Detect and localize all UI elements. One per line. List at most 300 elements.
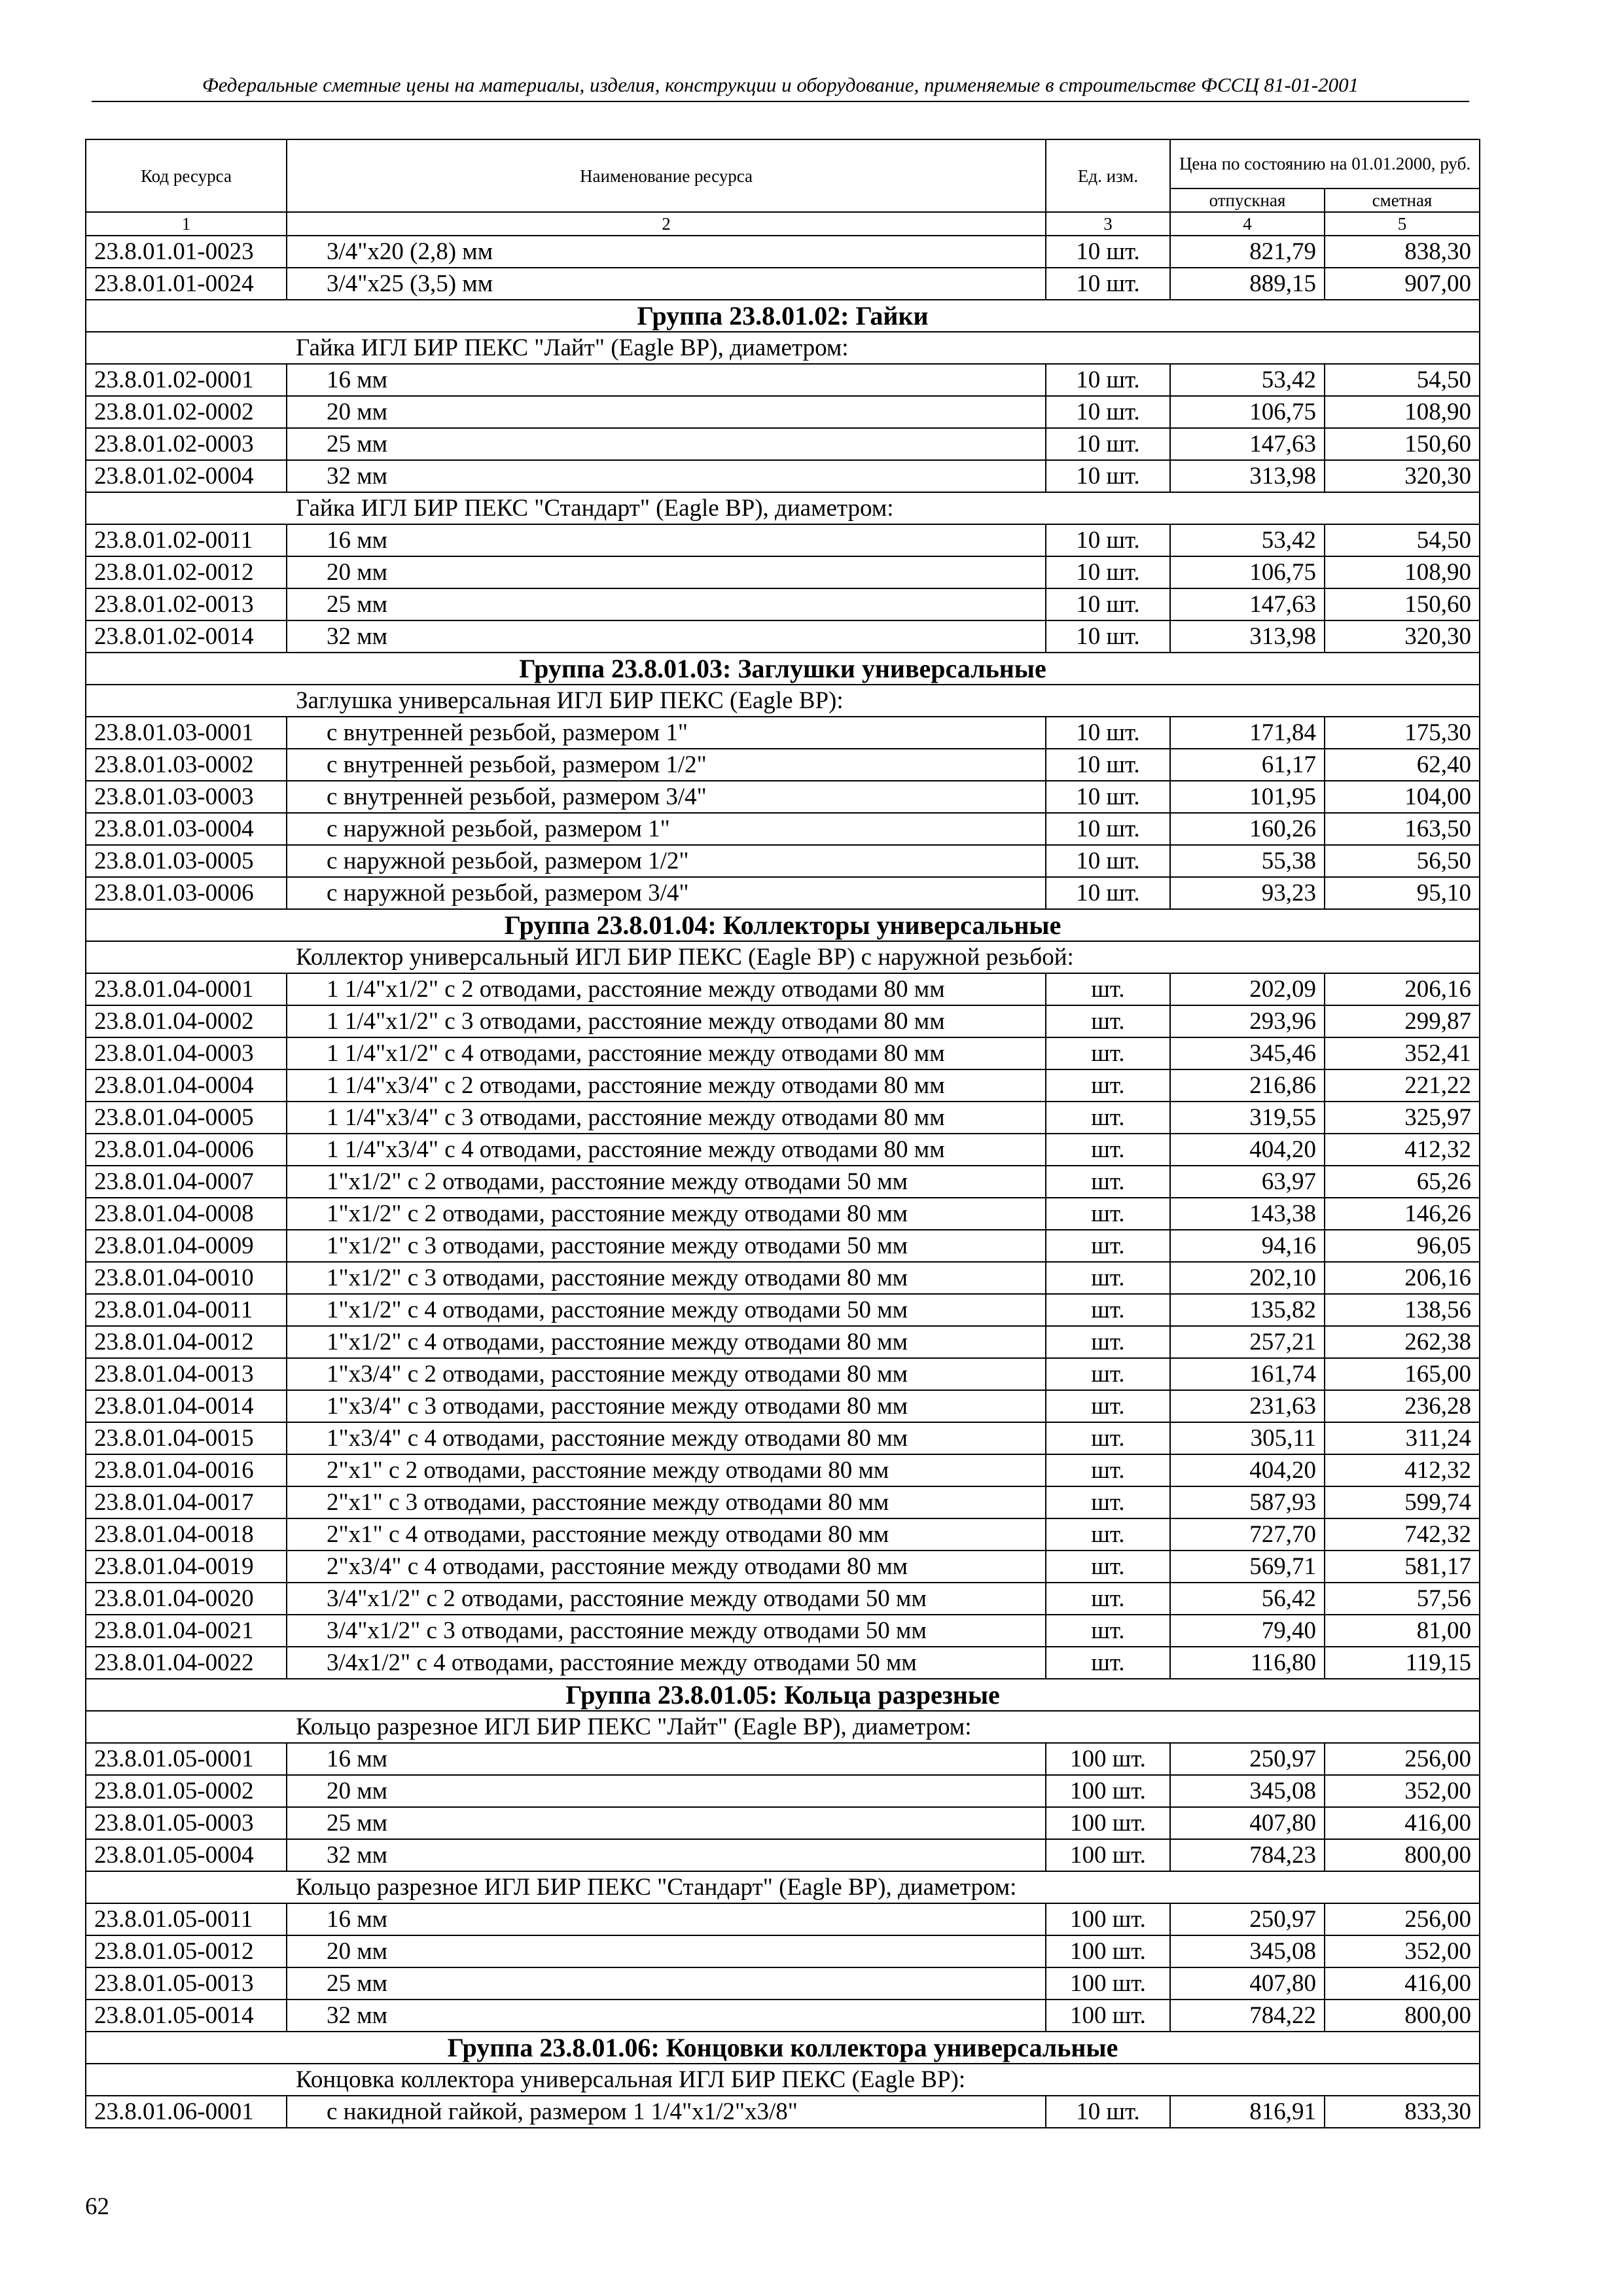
table-row — [86, 1615, 1480, 1647]
col-header-name: Наименование ресурса — [287, 139, 1046, 212]
resource-name: 20 мм — [287, 1775, 1046, 1807]
table-row — [86, 1903, 1480, 1935]
col-num-2: 2 — [287, 212, 1046, 236]
table-row — [86, 1839, 1480, 1871]
unit-of-measure: 10 шт. — [1046, 781, 1170, 813]
table-row — [86, 1422, 1480, 1454]
subgroup-row — [86, 1711, 1480, 1743]
table-row — [86, 2096, 1480, 2128]
release-price: 404,20 — [1170, 1454, 1325, 1486]
resource-name: 1 1/4"x3/4" с 3 отводами, расстояние между отводами 80 мм — [287, 1102, 1046, 1134]
table-row — [86, 1166, 1480, 1198]
estimate-price: 416,00 — [1325, 1807, 1480, 1839]
table-row — [86, 1390, 1480, 1422]
resource-code: 23.8.01.05-0012 — [86, 1935, 287, 1967]
release-price: 345,46 — [1170, 1037, 1325, 1069]
table-row — [86, 524, 1480, 556]
release-price: 106,75 — [1170, 396, 1325, 428]
table-row — [86, 236, 1480, 268]
estimate-price: 256,00 — [1325, 1903, 1480, 1935]
estimate-price: 81,00 — [1325, 1615, 1480, 1647]
estimate-price: 581,17 — [1325, 1551, 1480, 1583]
release-price: 135,82 — [1170, 1294, 1325, 1326]
unit-of-measure: шт. — [1046, 1005, 1170, 1037]
release-price: 202,10 — [1170, 1262, 1325, 1294]
release-price: 816,91 — [1170, 2096, 1325, 2128]
unit-of-measure: 10 шт. — [1046, 877, 1170, 909]
unit-of-measure: шт. — [1046, 1037, 1170, 1069]
resource-name: 1 1/4"x1/2" с 2 отводами, расстояние между отводами 80 мм — [287, 973, 1046, 1005]
subgroup-title: Гайка ИГЛ БИР ПЕКС "Лайт" (Eagle BP), диаметром: — [86, 332, 1480, 364]
resource-code: 23.8.01.02-0013 — [86, 588, 287, 620]
table-row — [86, 396, 1480, 428]
estimate-price: 165,00 — [1325, 1358, 1480, 1390]
table-row — [86, 1262, 1480, 1294]
resource-code: 23.8.01.04-0003 — [86, 1037, 287, 1069]
resource-code: 23.8.01.05-0002 — [86, 1775, 287, 1807]
unit-of-measure: шт. — [1046, 1102, 1170, 1134]
resource-name: 1"x1/2" с 3 отводами, расстояние между отводами 50 мм — [287, 1230, 1046, 1262]
unit-of-measure: шт. — [1046, 1166, 1170, 1198]
resource-name: 2"x1" с 4 отводами, расстояние между отводами 80 мм — [287, 1518, 1046, 1551]
resource-code: 23.8.01.03-0001 — [86, 717, 287, 749]
group-title: Группа 23.8.01.06: Концовки коллектора универсальные — [86, 2032, 1480, 2064]
resource-code: 23.8.01.04-0001 — [86, 973, 287, 1005]
resource-name: 32 мм — [287, 620, 1046, 653]
unit-of-measure: 100 шт. — [1046, 1743, 1170, 1775]
resource-code: 23.8.01.02-0012 — [86, 556, 287, 588]
estimate-price: 262,38 — [1325, 1326, 1480, 1358]
resource-code: 23.8.01.04-0022 — [86, 1647, 287, 1679]
resource-code: 23.8.01.02-0004 — [86, 460, 287, 492]
estimate-price: 416,00 — [1325, 1967, 1480, 2000]
release-price: 147,63 — [1170, 588, 1325, 620]
estimate-price: 108,90 — [1325, 396, 1480, 428]
release-price: 404,20 — [1170, 1134, 1325, 1166]
group-row — [86, 1679, 1480, 1711]
table-row — [86, 781, 1480, 813]
resource-code: 23.8.01.05-0001 — [86, 1743, 287, 1775]
unit-of-measure: 100 шт. — [1046, 1839, 1170, 1871]
resource-name: 25 мм — [287, 428, 1046, 460]
table-row — [86, 620, 1480, 653]
table-row — [86, 1037, 1480, 1069]
table-row — [86, 1069, 1480, 1102]
release-price: 101,95 — [1170, 781, 1325, 813]
col-header-release: отпускная — [1170, 188, 1325, 212]
table-row — [86, 1647, 1480, 1679]
release-price: 319,55 — [1170, 1102, 1325, 1134]
col-header-price: Цена по состоянию на 01.01.2000, руб. — [1170, 139, 1480, 188]
table-row — [86, 1486, 1480, 1518]
resource-name: 1"x1/2" с 2 отводами, расстояние между отводами 50 мм — [287, 1166, 1046, 1198]
unit-of-measure: 10 шт. — [1046, 620, 1170, 653]
unit-of-measure: 10 шт. — [1046, 813, 1170, 845]
resource-name: 2"x1" с 2 отводами, расстояние между отводами 80 мм — [287, 1454, 1046, 1486]
group-row — [86, 2032, 1480, 2064]
unit-of-measure: 100 шт. — [1046, 1967, 1170, 2000]
release-price: 784,23 — [1170, 1839, 1325, 1871]
unit-of-measure: 100 шт. — [1046, 1807, 1170, 1839]
estimate-price: 138,56 — [1325, 1294, 1480, 1326]
unit-of-measure: 10 шт. — [1046, 749, 1170, 781]
unit-of-measure: шт. — [1046, 1262, 1170, 1294]
resource-code: 23.8.01.02-0003 — [86, 428, 287, 460]
estimate-price: 65,26 — [1325, 1166, 1480, 1198]
release-price: 143,38 — [1170, 1198, 1325, 1230]
resource-code: 23.8.01.04-0011 — [86, 1294, 287, 1326]
resource-code: 23.8.01.05-0013 — [86, 1967, 287, 2000]
estimate-price: 206,16 — [1325, 1262, 1480, 1294]
estimate-price: 833,30 — [1325, 2096, 1480, 2128]
estimate-price: 146,26 — [1325, 1198, 1480, 1230]
resource-name: 20 мм — [287, 556, 1046, 588]
estimate-price: 54,50 — [1325, 524, 1480, 556]
release-price: 202,09 — [1170, 973, 1325, 1005]
subgroup-row — [86, 492, 1480, 524]
resource-name: с накидной гайкой, размером 1 1/4"x1/2"x3/8" — [287, 2096, 1046, 2128]
unit-of-measure: 10 шт. — [1046, 396, 1170, 428]
release-price: 94,16 — [1170, 1230, 1325, 1262]
unit-of-measure: шт. — [1046, 1134, 1170, 1166]
release-price: 171,84 — [1170, 717, 1325, 749]
resource-code: 23.8.01.04-0009 — [86, 1230, 287, 1262]
resource-code: 23.8.01.02-0001 — [86, 364, 287, 396]
resource-code: 23.8.01.04-0019 — [86, 1551, 287, 1583]
release-price: 257,21 — [1170, 1326, 1325, 1358]
col-header-code: Код ресурса — [86, 139, 287, 212]
release-price: 345,08 — [1170, 1775, 1325, 1807]
unit-of-measure: шт. — [1046, 973, 1170, 1005]
resource-name: 1"x1/2" с 4 отводами, расстояние между отводами 80 мм — [287, 1326, 1046, 1358]
table-row — [86, 1775, 1480, 1807]
col-header-unit: Ед. изм. — [1046, 139, 1170, 212]
table-row — [86, 813, 1480, 845]
unit-of-measure: 100 шт. — [1046, 1935, 1170, 1967]
release-price: 889,15 — [1170, 268, 1325, 300]
resource-name: 1"x3/4" с 4 отводами, расстояние между отводами 80 мм — [287, 1422, 1046, 1454]
resource-name: 2"x1" с 3 отводами, расстояние между отводами 80 мм — [287, 1486, 1046, 1518]
resource-name: 1 1/4"x1/2" с 3 отводами, расстояние между отводами 80 мм — [287, 1005, 1046, 1037]
table-row — [86, 268, 1480, 300]
table-row — [86, 1198, 1480, 1230]
group-row — [86, 653, 1480, 685]
resource-code: 23.8.01.04-0016 — [86, 1454, 287, 1486]
resource-code: 23.8.01.04-0012 — [86, 1326, 287, 1358]
table-row — [86, 556, 1480, 588]
estimate-price: 299,87 — [1325, 1005, 1480, 1037]
release-price: 93,23 — [1170, 877, 1325, 909]
estimate-price: 57,56 — [1325, 1583, 1480, 1615]
resource-name: 1 1/4"x1/2" с 4 отводами, расстояние между отводами 80 мм — [287, 1037, 1046, 1069]
resource-code: 23.8.01.05-0014 — [86, 2000, 287, 2032]
resource-name: 1"x1/2" с 3 отводами, расстояние между отводами 80 мм — [287, 1262, 1046, 1294]
table-row — [86, 1102, 1480, 1134]
unit-of-measure: шт. — [1046, 1069, 1170, 1102]
table-row — [86, 588, 1480, 620]
resource-name: с внутренней резьбой, размером 3/4" — [287, 781, 1046, 813]
resource-name: 16 мм — [287, 1743, 1046, 1775]
estimate-price: 54,50 — [1325, 364, 1480, 396]
col-num-1: 1 — [86, 212, 287, 236]
table-row — [86, 428, 1480, 460]
table-row — [86, 2000, 1480, 2032]
estimate-price: 56,50 — [1325, 845, 1480, 877]
release-price: 56,42 — [1170, 1583, 1325, 1615]
release-price: 147,63 — [1170, 428, 1325, 460]
unit-of-measure: шт. — [1046, 1390, 1170, 1422]
resource-code: 23.8.01.04-0013 — [86, 1358, 287, 1390]
estimate-price: 352,00 — [1325, 1775, 1480, 1807]
table-row — [86, 364, 1480, 396]
col-num-5: 5 — [1325, 212, 1480, 236]
resource-code: 23.8.01.04-0010 — [86, 1262, 287, 1294]
unit-of-measure: 10 шт. — [1046, 524, 1170, 556]
resource-name: с наружной резьбой, размером 1/2" — [287, 845, 1046, 877]
resource-code: 23.8.01.04-0008 — [86, 1198, 287, 1230]
group-row — [86, 300, 1480, 332]
col-num-4: 4 — [1170, 212, 1325, 236]
estimate-price: 62,40 — [1325, 749, 1480, 781]
estimate-price: 311,24 — [1325, 1422, 1480, 1454]
resource-name: с внутренней резьбой, размером 1/2" — [287, 749, 1046, 781]
resource-code: 23.8.01.05-0004 — [86, 1839, 287, 1871]
table-row — [86, 1005, 1480, 1037]
table-row — [86, 717, 1480, 749]
resource-code: 23.8.01.03-0003 — [86, 781, 287, 813]
table-row — [86, 1134, 1480, 1166]
release-price: 160,26 — [1170, 813, 1325, 845]
resource-name: 3/4"x1/2" с 3 отводами, расстояние между отводами 50 мм — [287, 1615, 1046, 1647]
group-row — [86, 909, 1480, 941]
estimate-price: 320,30 — [1325, 620, 1480, 653]
subgroup-row — [86, 941, 1480, 973]
resource-name: 25 мм — [287, 1967, 1046, 2000]
table-row — [86, 973, 1480, 1005]
table-row — [86, 1230, 1480, 1262]
resource-code: 23.8.01.04-0006 — [86, 1134, 287, 1166]
estimate-price: 352,41 — [1325, 1037, 1480, 1069]
subgroup-row — [86, 2064, 1480, 2096]
group-title: Группа 23.8.01.04: Коллекторы универсальные — [86, 909, 1480, 941]
resource-code: 23.8.01.03-0002 — [86, 749, 287, 781]
release-price: 407,80 — [1170, 1967, 1325, 2000]
release-price: 345,08 — [1170, 1935, 1325, 1967]
estimate-price: 236,28 — [1325, 1390, 1480, 1422]
unit-of-measure: шт. — [1046, 1551, 1170, 1583]
unit-of-measure: шт. — [1046, 1294, 1170, 1326]
estimate-price: 325,97 — [1325, 1102, 1480, 1134]
resource-code: 23.8.01.04-0015 — [86, 1422, 287, 1454]
resource-code: 23.8.01.04-0020 — [86, 1583, 287, 1615]
subgroup-title: Кольцо разрезное ИГЛ БИР ПЕКС "Стандарт" (Eagle BP), диаметром: — [86, 1871, 1480, 1903]
col-num-3: 3 — [1046, 212, 1170, 236]
estimate-price: 907,00 — [1325, 268, 1480, 300]
release-price: 63,97 — [1170, 1166, 1325, 1198]
resource-code: 23.8.01.05-0003 — [86, 1807, 287, 1839]
resource-code: 23.8.01.03-0006 — [86, 877, 287, 909]
release-price: 53,42 — [1170, 364, 1325, 396]
release-price: 53,42 — [1170, 524, 1325, 556]
unit-of-measure: шт. — [1046, 1198, 1170, 1230]
estimate-price: 320,30 — [1325, 460, 1480, 492]
page-number: 62 — [85, 2193, 109, 2220]
resource-name: 1 1/4"x3/4" с 4 отводами, расстояние между отводами 80 мм — [287, 1134, 1046, 1166]
subgroup-title: Концовка коллектора универсальная ИГЛ БИР ПЕКС (Eagle BP): — [86, 2064, 1480, 2096]
unit-of-measure: 10 шт. — [1046, 428, 1170, 460]
estimate-price: 599,74 — [1325, 1486, 1480, 1518]
estimate-price: 163,50 — [1325, 813, 1480, 845]
group-title: Группа 23.8.01.02: Гайки — [86, 300, 1480, 332]
estimate-price: 108,90 — [1325, 556, 1480, 588]
table-row — [86, 1935, 1480, 1967]
resource-code: 23.8.01.04-0007 — [86, 1166, 287, 1198]
release-price: 216,86 — [1170, 1069, 1325, 1102]
estimate-price: 119,15 — [1325, 1647, 1480, 1679]
resource-name: с наружной резьбой, размером 1" — [287, 813, 1046, 845]
resource-code: 23.8.01.02-0002 — [86, 396, 287, 428]
release-price: 231,63 — [1170, 1390, 1325, 1422]
estimate-price: 412,32 — [1325, 1454, 1480, 1486]
unit-of-measure: 10 шт. — [1046, 2096, 1170, 2128]
unit-of-measure: 10 шт. — [1046, 556, 1170, 588]
col-header-estimate: сметная — [1325, 188, 1480, 212]
estimate-price: 800,00 — [1325, 2000, 1480, 2032]
estimate-price: 175,30 — [1325, 717, 1480, 749]
table-row — [86, 1358, 1480, 1390]
subgroup-title: Заглушка универсальная ИГЛ БИР ПЕКС (Eagle BP): — [86, 685, 1480, 717]
estimate-price: 150,60 — [1325, 428, 1480, 460]
unit-of-measure: 10 шт. — [1046, 460, 1170, 492]
release-price: 250,97 — [1170, 1903, 1325, 1935]
estimate-price: 95,10 — [1325, 877, 1480, 909]
unit-of-measure: 10 шт. — [1046, 236, 1170, 268]
resource-name: 16 мм — [287, 364, 1046, 396]
release-price: 784,22 — [1170, 2000, 1325, 2032]
estimate-price: 96,05 — [1325, 1230, 1480, 1262]
group-title: Группа 23.8.01.05: Кольца разрезные — [86, 1679, 1480, 1711]
resource-code: 23.8.01.02-0014 — [86, 620, 287, 653]
resource-name: 32 мм — [287, 1839, 1046, 1871]
estimate-price: 256,00 — [1325, 1743, 1480, 1775]
group-title: Группа 23.8.01.03: Заглушки универсальные — [86, 653, 1480, 685]
release-price: 161,74 — [1170, 1358, 1325, 1390]
resource-code: 23.8.01.04-0021 — [86, 1615, 287, 1647]
price-table — [85, 139, 1480, 2128]
resource-name: 3/4x1/2" с 4 отводами, расстояние между отводами 50 мм — [287, 1647, 1046, 1679]
release-price: 61,17 — [1170, 749, 1325, 781]
table-row — [86, 845, 1480, 877]
unit-of-measure: шт. — [1046, 1615, 1170, 1647]
estimate-price: 800,00 — [1325, 1839, 1480, 1871]
subgroup-title: Коллектор универсальный ИГЛ БИР ПЕКС (Eagle BP) с наружной резьбой: — [86, 941, 1480, 973]
unit-of-measure: 10 шт. — [1046, 364, 1170, 396]
release-price: 55,38 — [1170, 845, 1325, 877]
table-row — [86, 1583, 1480, 1615]
resource-code: 23.8.01.04-0018 — [86, 1518, 287, 1551]
unit-of-measure: шт. — [1046, 1326, 1170, 1358]
table-row — [86, 1551, 1480, 1583]
unit-of-measure: шт. — [1046, 1230, 1170, 1262]
resource-code: 23.8.01.04-0002 — [86, 1005, 287, 1037]
running-header: Федеральные сметные цены на материалы, изделия, конструкции и оборудование, применяемые в строительстве ФССЦ 81-01-2001 — [92, 73, 1469, 102]
resource-code: 23.8.01.06-0001 — [86, 2096, 287, 2128]
estimate-price: 838,30 — [1325, 236, 1480, 268]
resource-code: 23.8.01.05-0011 — [86, 1903, 287, 1935]
unit-of-measure: 10 шт. — [1046, 717, 1170, 749]
resource-name: с внутренней резьбой, размером 1" — [287, 717, 1046, 749]
unit-of-measure: 100 шт. — [1046, 2000, 1170, 2032]
unit-of-measure: 100 шт. — [1046, 1775, 1170, 1807]
unit-of-measure: шт. — [1046, 1358, 1170, 1390]
subgroup-title: Гайка ИГЛ БИР ПЕКС "Стандарт" (Eagle BP), диаметром: — [86, 492, 1480, 524]
unit-of-measure: 10 шт. — [1046, 845, 1170, 877]
table-row — [86, 1518, 1480, 1551]
resource-code: 23.8.01.04-0004 — [86, 1069, 287, 1102]
estimate-price: 352,00 — [1325, 1935, 1480, 1967]
resource-name: 25 мм — [287, 588, 1046, 620]
resource-name: 32 мм — [287, 460, 1046, 492]
table-row — [86, 1743, 1480, 1775]
resource-code: 23.8.01.02-0011 — [86, 524, 287, 556]
resource-name: 32 мм — [287, 2000, 1046, 2032]
resource-name: 25 мм — [287, 1807, 1046, 1839]
unit-of-measure: 100 шт. — [1046, 1903, 1170, 1935]
subgroup-row — [86, 685, 1480, 717]
unit-of-measure: 10 шт. — [1046, 588, 1170, 620]
price-table-body — [86, 236, 1480, 2128]
estimate-price: 104,00 — [1325, 781, 1480, 813]
table-row — [86, 1294, 1480, 1326]
resource-code: 23.8.01.04-0014 — [86, 1390, 287, 1422]
resource-code: 23.8.01.03-0004 — [86, 813, 287, 845]
unit-of-measure: шт. — [1046, 1422, 1170, 1454]
subgroup-row — [86, 1871, 1480, 1903]
resource-name: 1"x3/4" с 2 отводами, расстояние между отводами 80 мм — [287, 1358, 1046, 1390]
resource-name: 1"x3/4" с 3 отводами, расстояние между отводами 80 мм — [287, 1390, 1046, 1422]
resource-name: 3/4"x1/2" с 2 отводами, расстояние между отводами 50 мм — [287, 1583, 1046, 1615]
release-price: 587,93 — [1170, 1486, 1325, 1518]
unit-of-measure: шт. — [1046, 1454, 1170, 1486]
resource-name: 20 мм — [287, 396, 1046, 428]
release-price: 79,40 — [1170, 1615, 1325, 1647]
table-row — [86, 460, 1480, 492]
resource-name: 3/4"x25 (3,5) мм — [287, 268, 1046, 300]
release-price: 407,80 — [1170, 1807, 1325, 1839]
unit-of-measure: шт. — [1046, 1647, 1170, 1679]
release-price: 313,98 — [1170, 460, 1325, 492]
resource-name: 1 1/4"x3/4" с 2 отводами, расстояние между отводами 80 мм — [287, 1069, 1046, 1102]
table-row — [86, 1807, 1480, 1839]
resource-name: с наружной резьбой, размером 3/4" — [287, 877, 1046, 909]
resource-name: 16 мм — [287, 524, 1046, 556]
resource-name: 20 мм — [287, 1935, 1046, 1967]
resource-name: 3/4"x20 (2,8) мм — [287, 236, 1046, 268]
release-price: 569,71 — [1170, 1551, 1325, 1583]
unit-of-measure: шт. — [1046, 1583, 1170, 1615]
resource-name: 1"x1/2" с 4 отводами, расстояние между отводами 50 мм — [287, 1294, 1046, 1326]
release-price: 821,79 — [1170, 236, 1325, 268]
release-price: 106,75 — [1170, 556, 1325, 588]
resource-code: 23.8.01.04-0005 — [86, 1102, 287, 1134]
release-price: 250,97 — [1170, 1743, 1325, 1775]
table-row — [86, 877, 1480, 909]
release-price: 727,70 — [1170, 1518, 1325, 1551]
unit-of-measure: шт. — [1046, 1486, 1170, 1518]
estimate-price: 206,16 — [1325, 973, 1480, 1005]
release-price: 116,80 — [1170, 1647, 1325, 1679]
resource-code: 23.8.01.01-0023 — [86, 236, 287, 268]
